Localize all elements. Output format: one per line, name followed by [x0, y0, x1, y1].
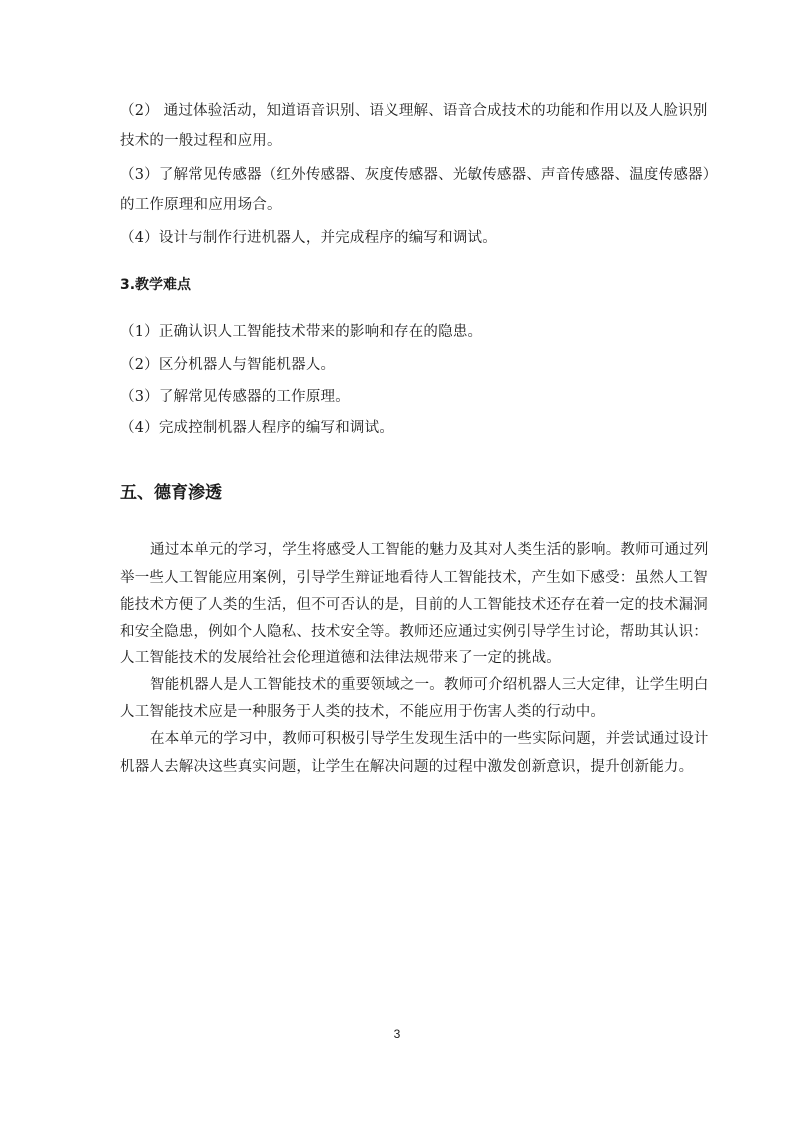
difficulties-heading: 3.教学难点: [120, 277, 192, 293]
objective-item-3-line-2: 的工作原理和应用场合。: [120, 197, 282, 213]
difficulty-item: （3）了解常见传感器的工作原理。: [120, 389, 350, 405]
paragraph-3-line: 在本单元的学习中，教师可积极引导学生发现生活中的一些实际问题，并尝试通过设计: [150, 731, 709, 747]
objective-item-4: （4）设计与制作行进机器人，并完成程序的编写和调试。: [120, 230, 497, 246]
paragraph-1-line: 举一些人工智能应用案例，引导学生辩证地看待人工智能技术，产生如下感受：虽然人工智: [120, 570, 708, 586]
paragraph-1-line: 通过本单元的学习，学生将感受人工智能的魅力及其对人类生活的影响。教师可通过列: [150, 542, 709, 558]
paragraph-2-line: 人工智能技术应是一种服务于人类的技术，不能应用于伤害人类的行动中。: [120, 704, 606, 720]
objective-item-3-line-1: （3）了解常见传感器（红外传感器、灰度传感器、光敏传感器、声音传感器、温度传感器）: [120, 167, 718, 183]
paragraph-1-line: 能技术方便了人类的生活，但不可否认的是，目前的人工智能技术还存在着一定的技术漏洞: [120, 597, 708, 613]
section-title: 五、德育渗透: [120, 483, 222, 503]
objective-item-2-line-1: （2） 通过体验活动，知道语音识别、语义理解、语音合成技术的功能和作用以及人脸识别: [120, 103, 708, 119]
paragraph-1-line: 和安全隐患，例如个人隐私、技术安全等。教师还应通过实例引导学生讨论，帮助其认识：: [120, 624, 708, 640]
difficulty-item: （4）完成控制机器人程序的编写和调试。: [120, 420, 395, 436]
difficulty-item: （1）正确认识人工智能技术带来的影响和存在的隐患。: [120, 324, 483, 340]
page-number: 3: [393, 1027, 401, 1041]
paragraph-2-line: 智能机器人是人工智能技术的重要领域之一。教师可介绍机器人三大定律，让学生明白: [150, 677, 709, 693]
difficulty-item: （2）区分机器人与智能机器人。: [120, 357, 336, 373]
paragraph-3-line: 机器人去解决这些真实问题，让学生在解决问题的过程中激发创新意识，提升创新能力。: [120, 759, 694, 775]
objective-item-2-line-2: 技术的一般过程和应用。: [120, 133, 282, 149]
paragraph-1-line: 人工智能技术的发展给社会伦理道德和法律法规带来了一定的挑战。: [120, 650, 561, 666]
